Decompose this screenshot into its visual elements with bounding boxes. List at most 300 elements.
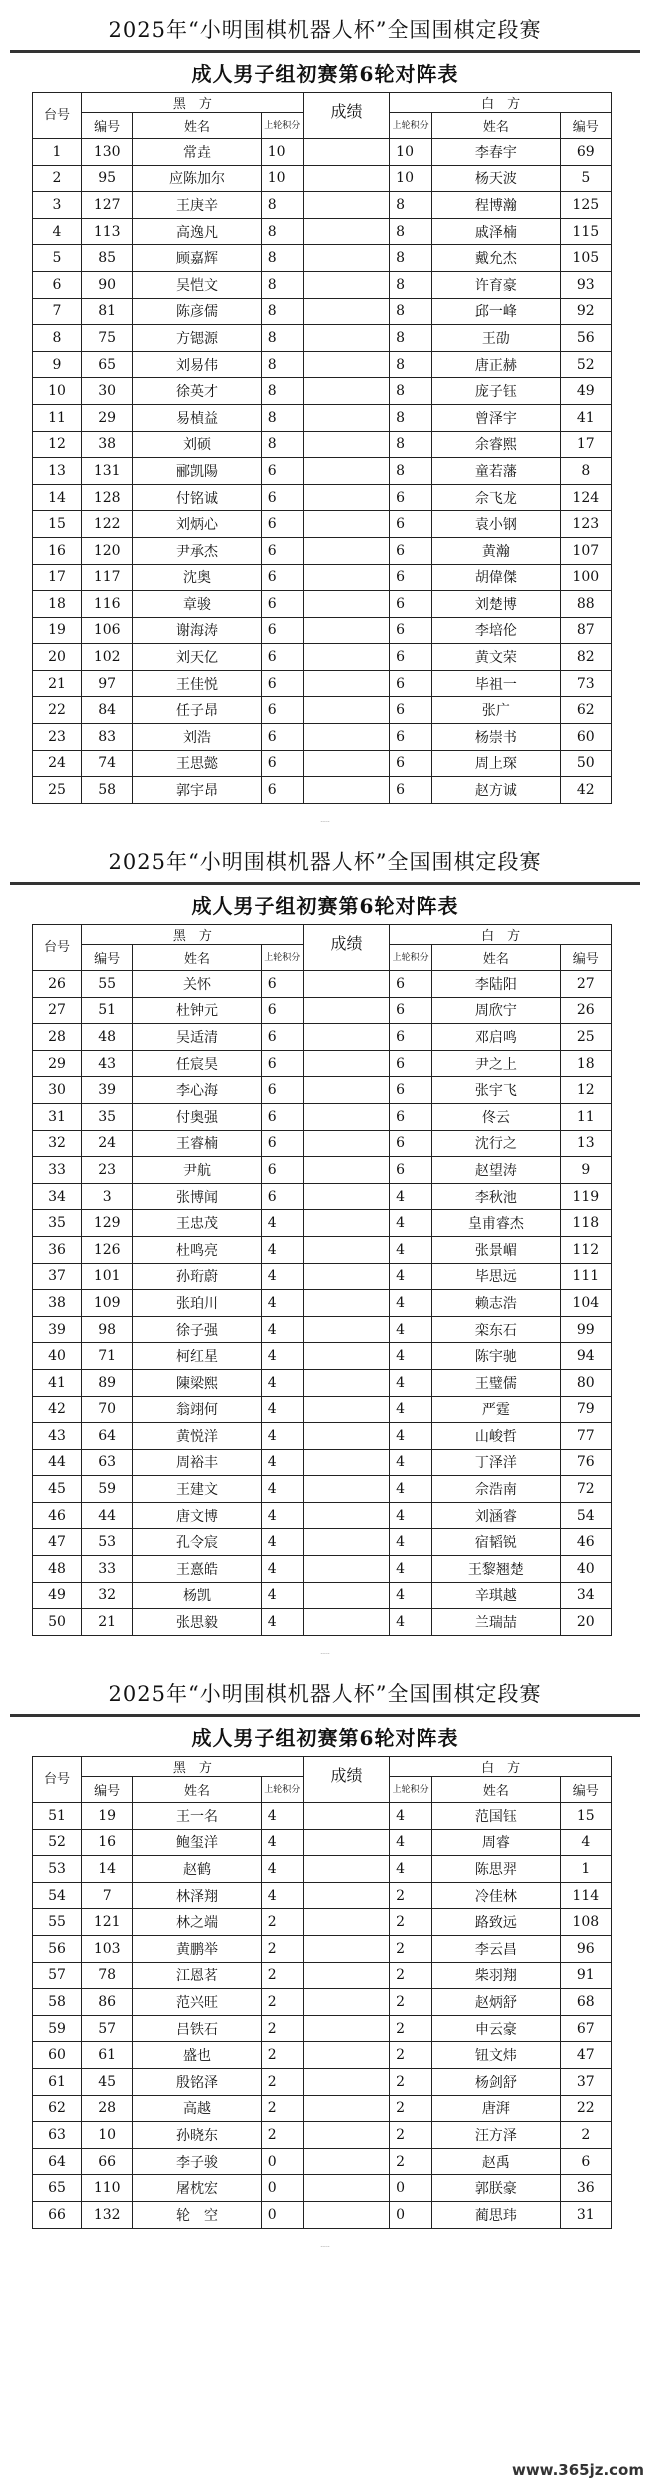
white-name: 黄文荣 (432, 644, 560, 671)
pairing-row (33, 1236, 612, 1263)
black-points: 4 (261, 1476, 303, 1503)
result-cell (303, 1556, 389, 1583)
white-number: 88 (560, 591, 611, 618)
board-number: 23 (33, 724, 82, 751)
white-name: 戚泽楠 (432, 218, 560, 245)
black-number: 71 (82, 1343, 133, 1370)
board-number: 54 (33, 1882, 82, 1909)
pairing-row (33, 1024, 612, 1051)
result-cell (303, 1502, 389, 1529)
board-number: 21 (33, 670, 82, 697)
white-points: 6 (390, 1024, 432, 1051)
black-name: 易楨益 (133, 404, 261, 431)
pairing-row (33, 1103, 612, 1130)
black-name: 王思懿 (133, 750, 261, 777)
black-name: 陳梁熙 (133, 1369, 261, 1396)
white-name: 赖志浩 (432, 1290, 560, 1317)
page-title: 2025年“小明围棋机器人杯”全国围棋定段赛 (108, 850, 542, 874)
black-name: 尹航 (133, 1157, 261, 1184)
result-cell (303, 1529, 389, 1556)
black-points: 2 (261, 1989, 303, 2016)
black-number: 35 (82, 1103, 133, 1130)
result-header: 成绩 (303, 1757, 389, 1803)
board-number: 63 (33, 2122, 82, 2149)
white-name: 陈思羿 (432, 1856, 560, 1883)
white-points: 4 (390, 1396, 432, 1423)
white-number: 67 (560, 2015, 611, 2042)
black-number: 130 (82, 139, 133, 166)
board-number: 12 (33, 431, 82, 458)
result-cell (303, 1024, 389, 1051)
white-number: 69 (560, 139, 611, 166)
board-number: 43 (33, 1423, 82, 1450)
black-number: 126 (82, 1236, 133, 1263)
black-points: 8 (261, 351, 303, 378)
board-number: 59 (33, 2015, 82, 2042)
black-number: 10 (82, 2122, 133, 2149)
board-number: 57 (33, 1962, 82, 1989)
pairing-row (33, 1343, 612, 1370)
board-number: 45 (33, 1476, 82, 1503)
board-number: 40 (33, 1343, 82, 1370)
black-name: 黄鹏举 (133, 1935, 261, 1962)
black-name: 刘炳心 (133, 511, 261, 538)
white-number: 123 (560, 511, 611, 538)
black-name: 任子昂 (133, 697, 261, 724)
black-name: 黄悦洋 (133, 1423, 261, 1450)
white-number: 79 (560, 1396, 611, 1423)
white-name: 张广 (432, 697, 560, 724)
black-points: 8 (261, 298, 303, 325)
white-number: 114 (560, 1882, 611, 1909)
header-row-group (33, 925, 612, 945)
result-cell (303, 1290, 389, 1317)
white-number: 5 (560, 165, 611, 192)
white-points: 10 (390, 165, 432, 192)
pairing-row (33, 1157, 612, 1184)
black-number: 3 (82, 1183, 133, 1210)
black-points: 8 (261, 192, 303, 219)
black-number: 95 (82, 165, 133, 192)
pairing-row (33, 431, 612, 458)
white-name: 王劭 (432, 325, 560, 352)
white-number: 115 (560, 218, 611, 245)
white-name: 佘飞龙 (432, 484, 560, 511)
white-name: 李云昌 (432, 1935, 560, 1962)
white-number: 96 (560, 1935, 611, 1962)
board-header: 台号 (33, 1757, 82, 1803)
result-cell (303, 298, 389, 325)
white-number: 34 (560, 1582, 611, 1609)
black-number: 129 (82, 1210, 133, 1237)
black-name: 盛也 (133, 2042, 261, 2069)
white-name: 栾东石 (432, 1316, 560, 1343)
white-name: 佘浩南 (432, 1476, 560, 1503)
result-cell (303, 617, 389, 644)
black-number: 78 (82, 1962, 133, 1989)
black-name: 郭宇昂 (133, 777, 261, 804)
white-points: 6 (390, 697, 432, 724)
pairing-row (33, 591, 612, 618)
black-number: 127 (82, 192, 133, 219)
black-name: 王憙皓 (133, 1556, 261, 1583)
white-name: 李陆阳 (432, 971, 560, 998)
black-name: 刘硕 (133, 431, 261, 458)
board-number: 1 (33, 139, 82, 166)
black-points-header: 上轮积分 (261, 113, 303, 139)
board-header: 台号 (33, 925, 82, 971)
black-number: 23 (82, 1157, 133, 1184)
page-title: 2025年“小明围棋机器人杯”全国围棋定段赛 (108, 1682, 542, 1706)
white-points: 4 (390, 1369, 432, 1396)
result-cell (303, 777, 389, 804)
black-number: 109 (82, 1290, 133, 1317)
result-cell (303, 1396, 389, 1423)
white-points: 8 (390, 431, 432, 458)
result-cell (303, 1423, 389, 1450)
black-points: 6 (261, 1077, 303, 1104)
white-number: 27 (560, 971, 611, 998)
result-cell (303, 1236, 389, 1263)
result-cell (303, 2201, 389, 2228)
white-points: 6 (390, 971, 432, 998)
white-name: 黄瀚 (432, 537, 560, 564)
black-name: 翁翊何 (133, 1396, 261, 1423)
white-points: 6 (390, 644, 432, 671)
white-name: 唐正赫 (432, 351, 560, 378)
pairing-row (33, 1962, 612, 1989)
white-points: 4 (390, 1502, 432, 1529)
white-points: 4 (390, 1476, 432, 1503)
result-cell (303, 458, 389, 485)
black-number: 44 (82, 1502, 133, 1529)
black-name: 高逸凡 (133, 218, 261, 245)
black-number: 51 (82, 997, 133, 1024)
result-cell (303, 750, 389, 777)
pairing-row (33, 1909, 612, 1936)
black-name: 尹承杰 (133, 537, 261, 564)
black-name: 殷铭泽 (133, 2068, 261, 2095)
black-name: 王建文 (133, 1476, 261, 1503)
white-name: 赵望涛 (432, 1157, 560, 1184)
white-name: 赵炳舒 (432, 1989, 560, 2016)
result-cell (303, 1449, 389, 1476)
board-number: 58 (33, 1989, 82, 2016)
pairing-row (33, 997, 612, 1024)
pairing-row (33, 750, 612, 777)
pairing-row (33, 298, 612, 325)
black-number: 102 (82, 644, 133, 671)
result-cell (303, 1909, 389, 1936)
board-number: 7 (33, 298, 82, 325)
white-points: 10 (390, 139, 432, 166)
result-cell (303, 431, 389, 458)
white-name: 毕祖一 (432, 670, 560, 697)
white-number: 6 (560, 2148, 611, 2175)
board-number: 48 (33, 1556, 82, 1583)
black-points: 6 (261, 750, 303, 777)
white-points: 0 (390, 2175, 432, 2202)
black-name: 付奥强 (133, 1103, 261, 1130)
black-number: 38 (82, 431, 133, 458)
black-name: 谢海涛 (133, 617, 261, 644)
result-cell (303, 1962, 389, 1989)
black-points: 6 (261, 564, 303, 591)
white-name: 庞子钰 (432, 378, 560, 405)
result-cell (303, 644, 389, 671)
board-number: 35 (33, 1210, 82, 1237)
black-points: 0 (261, 2148, 303, 2175)
board-number: 61 (33, 2068, 82, 2095)
result-cell (303, 1803, 389, 1830)
white-points: 6 (390, 617, 432, 644)
black-name: 柯红星 (133, 1343, 261, 1370)
white-points: 2 (390, 2122, 432, 2149)
white-points: 8 (390, 378, 432, 405)
board-number: 3 (33, 192, 82, 219)
black-points: 4 (261, 1529, 303, 1556)
result-cell (303, 1210, 389, 1237)
white-name: 柴羽翔 (432, 1962, 560, 1989)
black-name: 孔令宸 (133, 1529, 261, 1556)
board-number: 8 (33, 325, 82, 352)
board-number: 26 (33, 971, 82, 998)
black-name: 轮 空 (133, 2201, 261, 2228)
pairing-row (33, 139, 612, 166)
black-points: 4 (261, 1449, 303, 1476)
black-number-header: 编号 (82, 1777, 133, 1803)
white-number: 91 (560, 1962, 611, 1989)
black-points: 4 (261, 1369, 303, 1396)
white-points: 4 (390, 1183, 432, 1210)
black-points: 4 (261, 1829, 303, 1856)
white-name: 李春宇 (432, 139, 560, 166)
pairing-row (33, 1829, 612, 1856)
black-points: 6 (261, 1183, 303, 1210)
white-points: 4 (390, 1803, 432, 1830)
pairing-row (33, 458, 612, 485)
board-number: 13 (33, 458, 82, 485)
white-side-header: 白 方 (390, 1757, 612, 1777)
black-name: 任宸昊 (133, 1050, 261, 1077)
pairing-row (33, 564, 612, 591)
board-number: 10 (33, 378, 82, 405)
black-name: 李心海 (133, 1077, 261, 1104)
white-points: 6 (390, 750, 432, 777)
white-number: 118 (560, 1210, 611, 1237)
white-name: 丁泽洋 (432, 1449, 560, 1476)
white-number: 37 (560, 2068, 611, 2095)
black-name: 杜钟元 (133, 997, 261, 1024)
board-number: 51 (33, 1803, 82, 1830)
black-name: 张珀川 (133, 1290, 261, 1317)
result-header: 成绩 (303, 93, 389, 139)
black-points: 6 (261, 617, 303, 644)
white-points: 4 (390, 1316, 432, 1343)
board-number: 20 (33, 644, 82, 671)
title-rule (10, 50, 640, 53)
page-separator-mark: ····· (320, 819, 330, 826)
black-points: 2 (261, 1962, 303, 1989)
black-number: 86 (82, 1989, 133, 2016)
board-number: 16 (33, 537, 82, 564)
pairing-row (33, 697, 612, 724)
board-number: 36 (33, 1236, 82, 1263)
black-name: 章骏 (133, 591, 261, 618)
board-number: 64 (33, 2148, 82, 2175)
result-cell (303, 2068, 389, 2095)
result-cell (303, 511, 389, 538)
white-number: 111 (560, 1263, 611, 1290)
black-points: 8 (261, 404, 303, 431)
pairing-row (33, 1423, 612, 1450)
black-number: 110 (82, 2175, 133, 2202)
pairing-row (33, 165, 612, 192)
white-number: 49 (560, 378, 611, 405)
black-points: 4 (261, 1343, 303, 1370)
board-number: 32 (33, 1130, 82, 1157)
result-cell (303, 1157, 389, 1184)
black-name: 王睿楠 (133, 1130, 261, 1157)
black-name: 沈奥 (133, 564, 261, 591)
white-points: 6 (390, 724, 432, 751)
board-number: 33 (33, 1157, 82, 1184)
black-name: 杨凯 (133, 1582, 261, 1609)
board-number: 27 (33, 997, 82, 1024)
white-points: 2 (390, 2095, 432, 2122)
black-number: 24 (82, 1130, 133, 1157)
result-cell (303, 325, 389, 352)
pairing-row (33, 1183, 612, 1210)
white-name: 张景嵋 (432, 1236, 560, 1263)
white-number: 105 (560, 245, 611, 272)
white-points: 4 (390, 1423, 432, 1450)
white-name: 杨崇书 (432, 724, 560, 751)
black-number-header: 编号 (82, 945, 133, 971)
white-number: 68 (560, 1989, 611, 2016)
black-points: 6 (261, 458, 303, 485)
board-number: 53 (33, 1856, 82, 1883)
white-name: 陈宇驰 (432, 1343, 560, 1370)
board-number: 30 (33, 1077, 82, 1104)
pairing-row (33, 1130, 612, 1157)
black-points: 6 (261, 511, 303, 538)
pairing-row (33, 1290, 612, 1317)
black-name: 赵鹤 (133, 1856, 261, 1883)
pairing-row (33, 1609, 612, 1636)
black-side-header: 黑 方 (82, 1757, 304, 1777)
black-points: 4 (261, 1290, 303, 1317)
black-number: 83 (82, 724, 133, 751)
white-number: 4 (560, 1829, 611, 1856)
white-name: 汪方泽 (432, 2122, 560, 2149)
black-points: 8 (261, 245, 303, 272)
pairing-row (33, 245, 612, 272)
result-cell (303, 351, 389, 378)
white-side-header: 白 方 (390, 93, 612, 113)
pairing-table (32, 924, 612, 1636)
white-number: 119 (560, 1183, 611, 1210)
board-number: 24 (33, 750, 82, 777)
white-name: 尹之上 (432, 1050, 560, 1077)
black-points: 6 (261, 971, 303, 998)
result-cell (303, 2095, 389, 2122)
result-cell (303, 271, 389, 298)
black-name: 张博闻 (133, 1183, 261, 1210)
white-number: 124 (560, 484, 611, 511)
white-number: 60 (560, 724, 611, 751)
black-number: 81 (82, 298, 133, 325)
table-subtitle: 成人男子组初赛第6轮对阵表 (191, 1726, 459, 1750)
pairing-row (33, 2122, 612, 2149)
black-points: 6 (261, 997, 303, 1024)
white-name: 周上琛 (432, 750, 560, 777)
pairing-row (33, 1077, 612, 1104)
black-name: 杜鸣亮 (133, 1236, 261, 1263)
black-points: 4 (261, 1210, 303, 1237)
black-number: 117 (82, 564, 133, 591)
white-name: 王黎翘楚 (432, 1556, 560, 1583)
black-name: 吴恺文 (133, 271, 261, 298)
pairing-row (33, 1316, 612, 1343)
black-name: 刘天亿 (133, 644, 261, 671)
black-number: 57 (82, 2015, 133, 2042)
pairing-row (33, 218, 612, 245)
pairing-row (33, 1556, 612, 1583)
white-points: 4 (390, 1609, 432, 1636)
black-points: 4 (261, 1263, 303, 1290)
white-number: 112 (560, 1236, 611, 1263)
result-cell (303, 165, 389, 192)
black-number: 101 (82, 1263, 133, 1290)
white-number: 9 (560, 1157, 611, 1184)
white-number: 47 (560, 2042, 611, 2069)
board-number: 17 (33, 564, 82, 591)
pairing-row (33, 378, 612, 405)
black-points: 2 (261, 2015, 303, 2042)
white-name: 童若藩 (432, 458, 560, 485)
board-number: 37 (33, 1263, 82, 1290)
white-number: 56 (560, 325, 611, 352)
table-subtitle: 成人男子组初赛第6轮对阵表 (191, 62, 459, 86)
white-name: 郭朕豪 (432, 2175, 560, 2202)
white-name: 蔺思玮 (432, 2201, 560, 2228)
white-name: 胡偉傑 (432, 564, 560, 591)
white-name: 沈行之 (432, 1130, 560, 1157)
white-number: 50 (560, 750, 611, 777)
board-number: 62 (33, 2095, 82, 2122)
white-name: 皇甫睿杰 (432, 1210, 560, 1237)
result-cell (303, 1130, 389, 1157)
black-name: 林之端 (133, 1909, 261, 1936)
board-number: 65 (33, 2175, 82, 2202)
white-name: 范国钰 (432, 1803, 560, 1830)
black-name: 周裕丰 (133, 1449, 261, 1476)
black-name: 孙晓东 (133, 2122, 261, 2149)
white-name: 戴允杰 (432, 245, 560, 272)
black-number: 59 (82, 1476, 133, 1503)
pairing-row (33, 192, 612, 219)
black-name: 关怀 (133, 971, 261, 998)
result-cell (303, 1077, 389, 1104)
pairing-row (33, 1856, 612, 1883)
white-name: 钮文炜 (432, 2042, 560, 2069)
black-number: 128 (82, 484, 133, 511)
white-number: 46 (560, 1529, 611, 1556)
white-name-header: 姓名 (432, 1777, 560, 1803)
board-number: 9 (33, 351, 82, 378)
white-name: 冷佳林 (432, 1882, 560, 1909)
